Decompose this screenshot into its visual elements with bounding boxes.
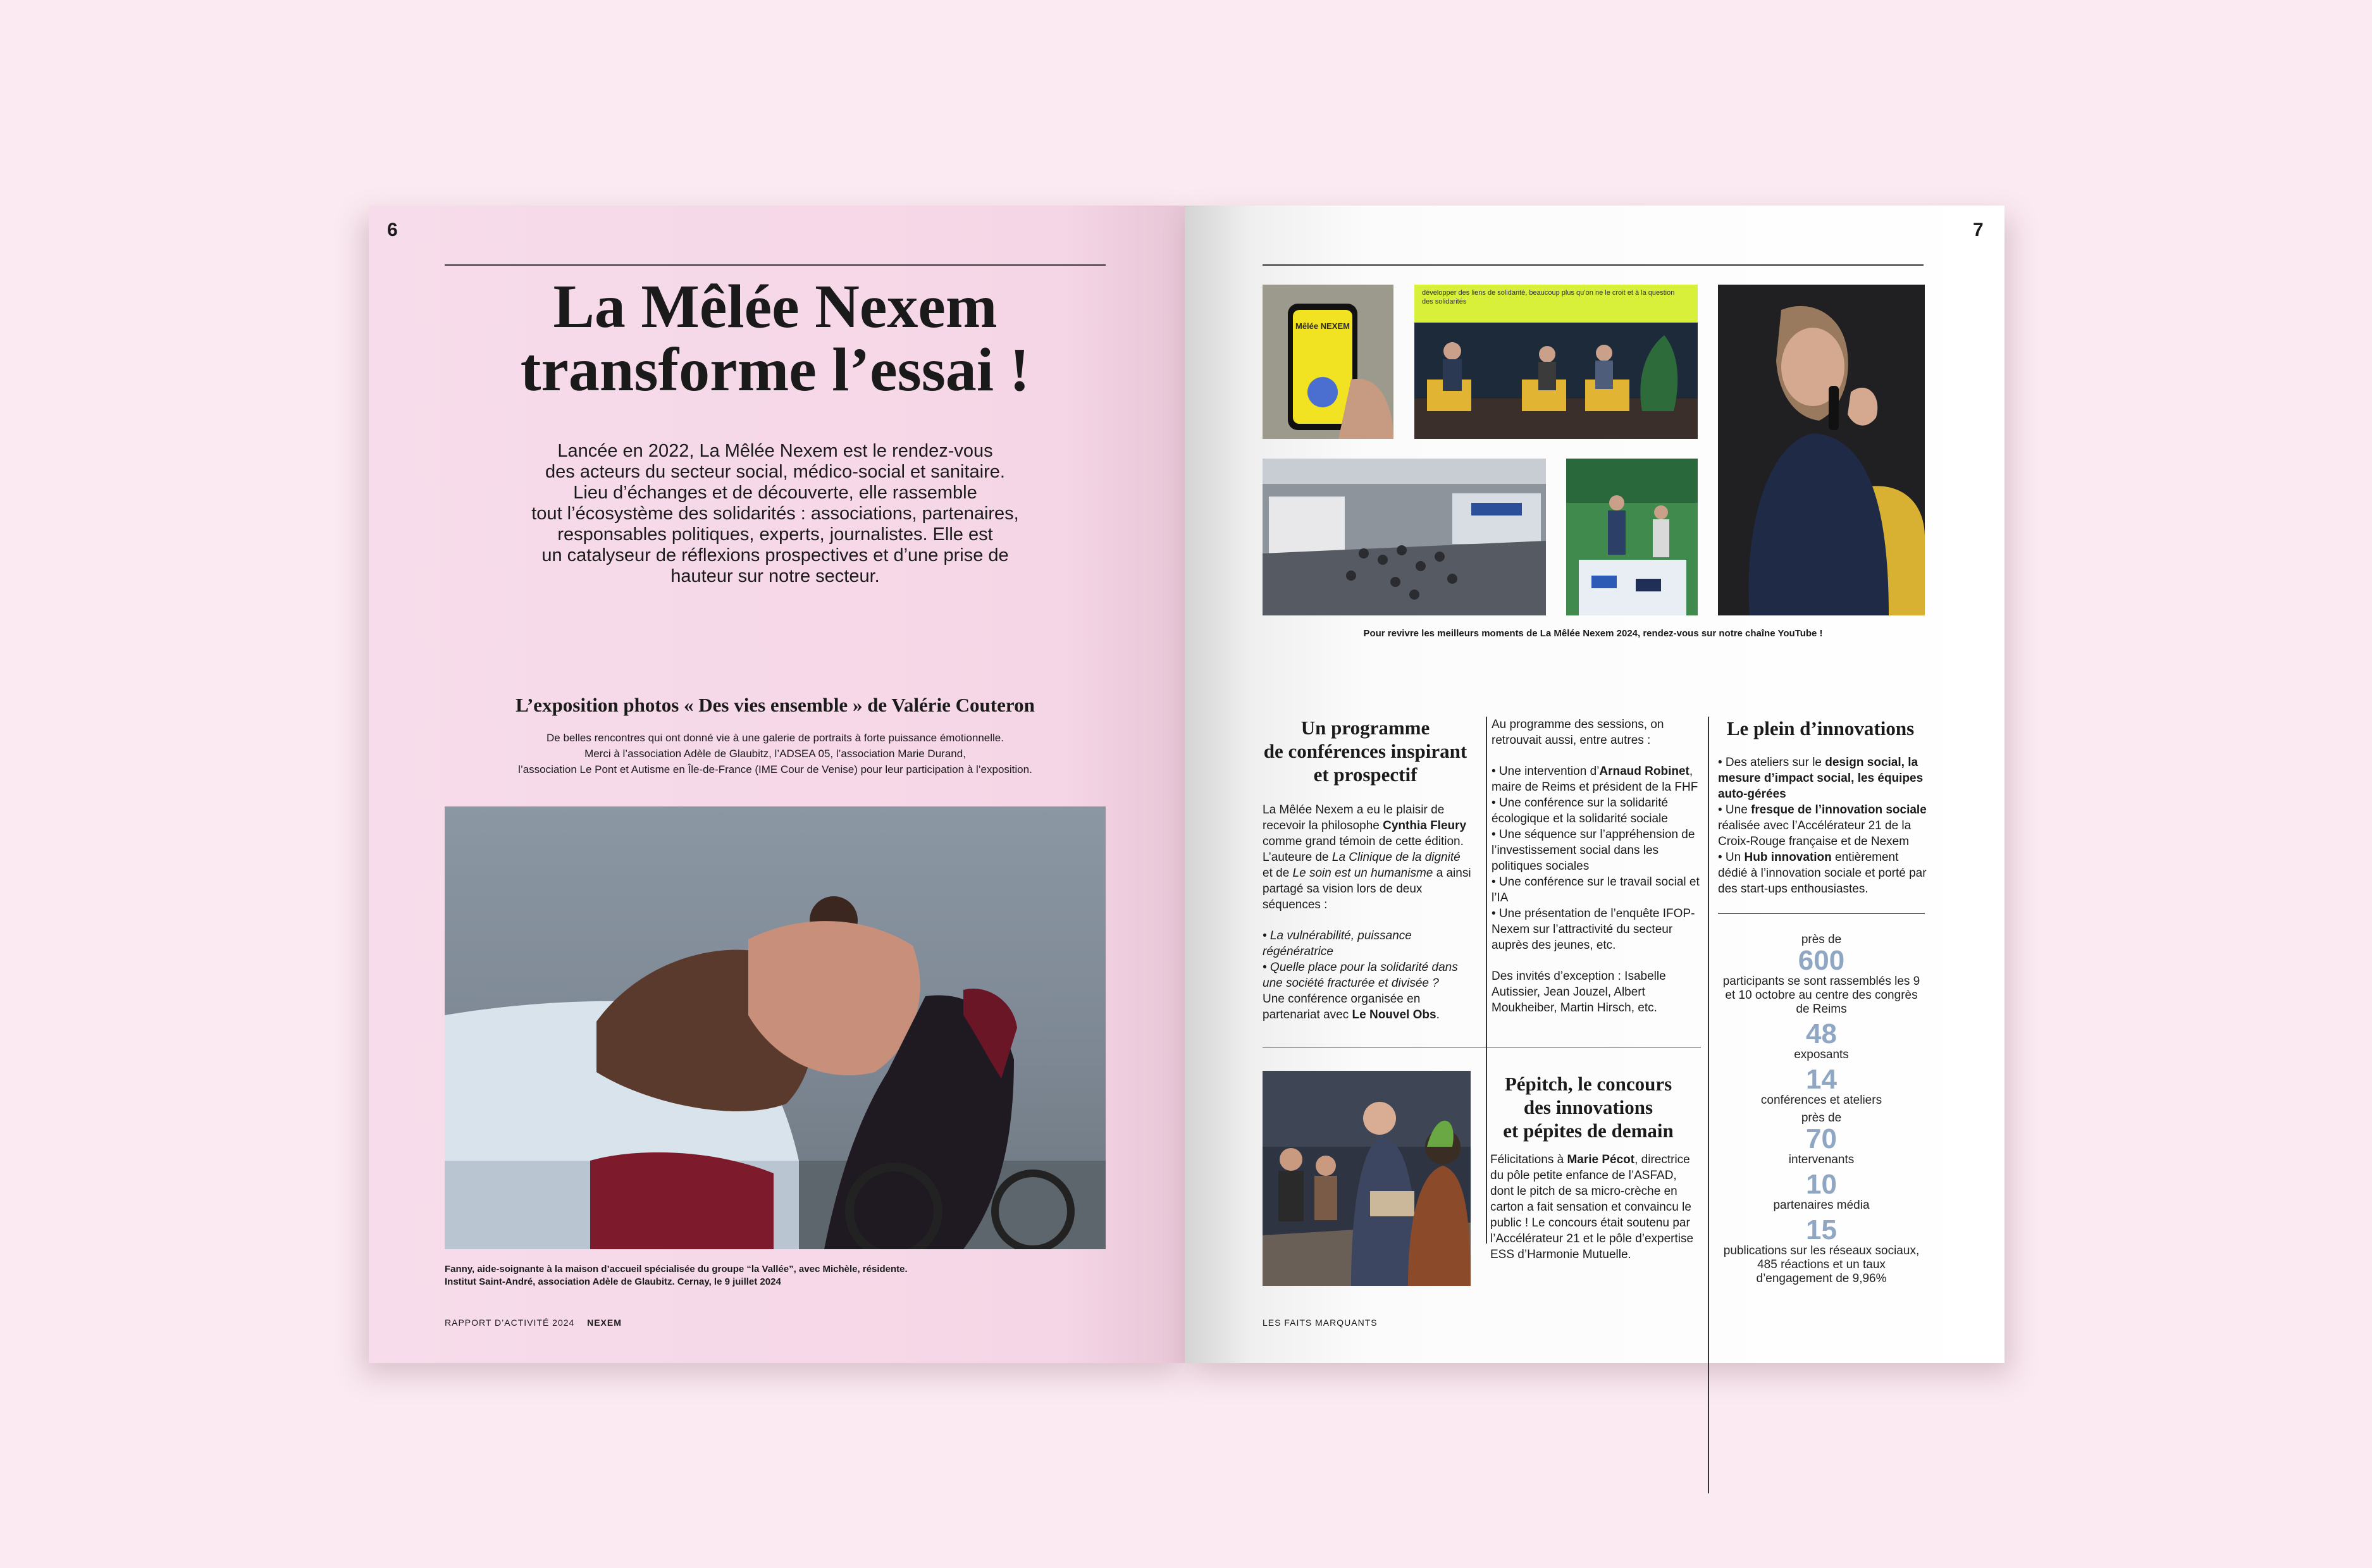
text-run: La Mêlée Nexem a eu le plaisir de recevoir la philosophe	[1263, 803, 1445, 832]
photo-caption	[445, 1263, 1106, 1288]
text-run: réalisée avec l’Accélérateur 21 de la Croix-Rouge française et de Nexem	[1718, 819, 1912, 848]
sessions-intro: Au programme des sessions, on retrouvait aussi, entre autres :	[1492, 718, 1664, 747]
program-title-line: et prospectif	[1313, 763, 1418, 786]
text-run: , maire de Reims et président de la FHF	[1492, 765, 1698, 794]
pepitch-text	[1490, 1152, 1699, 1262]
stat-item	[1718, 1066, 1925, 1108]
expo-text	[445, 730, 1106, 777]
text-run: a ainsi partagé sa vision lors de deux séquences :	[1263, 867, 1471, 911]
text-run: Le soin est un humanisme	[1292, 867, 1433, 880]
right-page	[1185, 206, 2004, 1363]
text-run: fresque de l’innovation sociale	[1751, 803, 1927, 817]
caption-line: Fanny, aide-soignante à la maison d’accueil spécialisée du groupe “la Vallée”, avec Michèle, résidente.	[445, 1264, 908, 1275]
stats-block	[1718, 933, 1925, 1286]
stat-label: intervenants	[1788, 1153, 1855, 1166]
photos-caption: Pour revivre les meilleurs moments de La Mêlée Nexem 2024, rendez-vous sur notre chaîne YouTube !	[1363, 628, 1823, 639]
phone-screen-text: Mêlée NEXEM	[1295, 321, 1350, 331]
sessions-item: • Une conférence sur la solidarité écologique et la solidarité sociale	[1492, 796, 1669, 825]
top-rule-right	[1263, 264, 1924, 266]
column-divider	[1486, 717, 1487, 1244]
text-run: Le Nouvel Obs	[1352, 1008, 1436, 1022]
pepitch-title	[1481, 1072, 1696, 1142]
stat-item	[1718, 1171, 1925, 1213]
intro-paragraph	[445, 441, 1106, 587]
expo-line: Merci à l’association Adèle de Glaubitz, l’ADSEA 05, l’association Marie Durand,	[584, 748, 966, 760]
sessions-item: • Une présentation de l’enquête IFOP-Nexem sur l’attractivité du secteur auprès des jeunes, etc.	[1492, 907, 1695, 952]
text-run: design social, la mesure d’impact social, les équipes auto-gérées	[1718, 756, 1924, 801]
text-run: Une conférence organisée en partenariat avec	[1263, 992, 1421, 1022]
stat-label: exposants	[1794, 1048, 1849, 1061]
innovations-item	[1718, 755, 1927, 802]
phone-app-photo	[1263, 285, 1393, 439]
top-rule	[445, 264, 1106, 266]
innovations-list	[1718, 755, 1927, 897]
text-run: Félicitations à	[1490, 1153, 1567, 1166]
stat-value: 15	[1806, 1214, 1837, 1245]
sessions-item: • Une conférence sur le travail social et l’IA	[1492, 875, 1700, 904]
pepitch-photo	[1263, 1071, 1471, 1286]
text-run: Hub innovation	[1744, 851, 1832, 864]
footer-label: RAPPORT D’ACTIVITÉ 2024	[445, 1318, 575, 1328]
pepitch-title-line: des innovations	[1523, 1096, 1653, 1118]
intro-line: hauteur sur notre secteur.	[670, 566, 880, 586]
intro-line: Lieu d’échanges et de découverte, elle rassemble	[573, 483, 977, 503]
program-title-line: Un programme	[1300, 717, 1430, 739]
expo-title: L’exposition photos « Des vies ensemble » de Valérie Couteron	[516, 694, 1035, 716]
stat-label: conférences et ateliers	[1760, 1094, 1882, 1107]
booth-photo	[1566, 459, 1698, 615]
program-text	[1263, 802, 1471, 1023]
text-run: • Une	[1718, 803, 1751, 817]
title-line-1: La Mêlée Nexem	[553, 273, 998, 341]
stat-value: 14	[1806, 1064, 1837, 1095]
stat-pre: près de	[1801, 1111, 1842, 1125]
program-bullet: • Quelle place pour la solidarité dans une société fracturée et divisée ?	[1263, 961, 1458, 990]
text-run: • Des ateliers sur le	[1718, 756, 1825, 769]
stat-item	[1718, 933, 1925, 1016]
program-title-line: de conférences inspirant	[1263, 740, 1467, 762]
pepitch-title-line: Pépitch, le concours	[1504, 1073, 1672, 1095]
text-run: • Une intervention d’	[1492, 765, 1600, 778]
intro-line: Lancée en 2022, La Mêlée Nexem est le rendez-vous	[557, 441, 993, 461]
text-run: .	[1436, 1008, 1440, 1022]
page-number-right: 7	[1973, 219, 1984, 240]
title-line-2: transforme l’essai !	[520, 336, 1030, 404]
text-run: , directrice du pôle petite enfance de l’ASFAD, dont le pitch de sa micro-crèche en carton a fait sensation et convaincu le public ! Le concours était soutenu par l’Accélérateur 21 et le pôle d’expertise ESS d’Harmonie Mutuelle.	[1490, 1153, 1694, 1261]
exhibition-hall-photo	[1263, 459, 1546, 615]
column-divider-right	[1708, 717, 1709, 1493]
stage-screen-text: développer des liens de solidarité, beaucoup plus qu’on ne le croit et à la question des solidarités	[1422, 289, 1675, 306]
expo-photo	[445, 806, 1106, 1249]
sessions-text	[1492, 717, 1700, 1016]
stat-value: 10	[1806, 1169, 1837, 1200]
program-partner	[1263, 991, 1471, 1023]
sessions-item	[1492, 763, 1700, 795]
footer-brand: NEXEM	[587, 1318, 622, 1328]
footer-left	[445, 1318, 622, 1328]
intro-line: tout l’écosystème des solidarités : associations, partenaires,	[531, 503, 1019, 524]
intro-line: des acteurs du secteur social, médico-social et sanitaire.	[545, 462, 1005, 482]
speaker-photo	[1718, 285, 1925, 615]
intro-line: responsables politiques, experts, journalistes. Elle est	[557, 524, 993, 545]
footer-right: LES FAITS MARQUANTS	[1263, 1318, 1378, 1328]
pepitch-title-line: et pépites de demain	[1503, 1120, 1674, 1142]
stat-value: 48	[1806, 1018, 1837, 1049]
program-title	[1263, 716, 1468, 786]
stat-value: 600	[1798, 945, 1845, 976]
stat-label: partenaires média	[1773, 1199, 1870, 1212]
stat-item	[1718, 1020, 1925, 1062]
program-bullet: • La vulnérabilité, puissance régénératrice	[1263, 929, 1412, 958]
stat-label: publications sur les réseaux sociaux, 485 réactions et un taux d’engagement de 9,96%	[1723, 1244, 1920, 1285]
text-run: Arnaud Robinet	[1599, 765, 1689, 778]
text-run: et de	[1263, 867, 1293, 880]
sessions-item: • Une séquence sur l’appréhension de l’investissement social dans les politiques sociales	[1492, 828, 1695, 873]
innovations-item	[1718, 802, 1927, 849]
text-run: comme grand témoin de cette édition. L’auteure de	[1263, 835, 1464, 864]
stat-value: 70	[1806, 1123, 1837, 1154]
text-run: La Clinique de la dignité	[1331, 851, 1461, 864]
page-number-left: 6	[387, 219, 398, 240]
caption-line: Institut Saint-André, association Adèle de Glaubitz. Cernay, le 9 juillet 2024	[445, 1276, 781, 1287]
stat-label: participants se sont rassemblés les 9 et 10 octobre au centre des congrès de Reims	[1722, 975, 1920, 1016]
program-paragraph	[1263, 802, 1471, 913]
conference-stage-photo	[1414, 285, 1698, 439]
stat-item	[1718, 1216, 1925, 1286]
stat-pre: près de	[1801, 933, 1842, 946]
text-run: • Un	[1718, 851, 1745, 864]
page-title	[445, 275, 1106, 402]
text-run: Cynthia Fleury	[1383, 819, 1467, 832]
left-page	[369, 206, 1185, 1363]
intro-line: un catalyseur de réflexions prospectives et d’une prise de	[541, 545, 1009, 565]
stat-item	[1718, 1111, 1925, 1167]
innovations-item	[1718, 849, 1927, 897]
innovations-title: Le plein d’innovations	[1726, 717, 1915, 739]
text-run: Marie Pécot	[1567, 1153, 1635, 1166]
sessions-guests: Des invités d’exception : Isabelle Autissier, Jean Jouzel, Albert Moukheiber, Martin Hirsch, etc.	[1492, 970, 1666, 1015]
expo-line: De belles rencontres qui ont donné vie à une galerie de portraits à forte puissance émotionnelle.	[547, 732, 1004, 744]
text-run: entièrement dédié à l’innovation sociale et porté par des start-ups enthousiastes.	[1718, 851, 1927, 896]
stats-rule	[1718, 913, 1925, 914]
expo-line: l’association Le Pont et Autisme en Île-de-France (IME Cour de Venise) pour leur participation à l’exposition.	[518, 763, 1032, 775]
